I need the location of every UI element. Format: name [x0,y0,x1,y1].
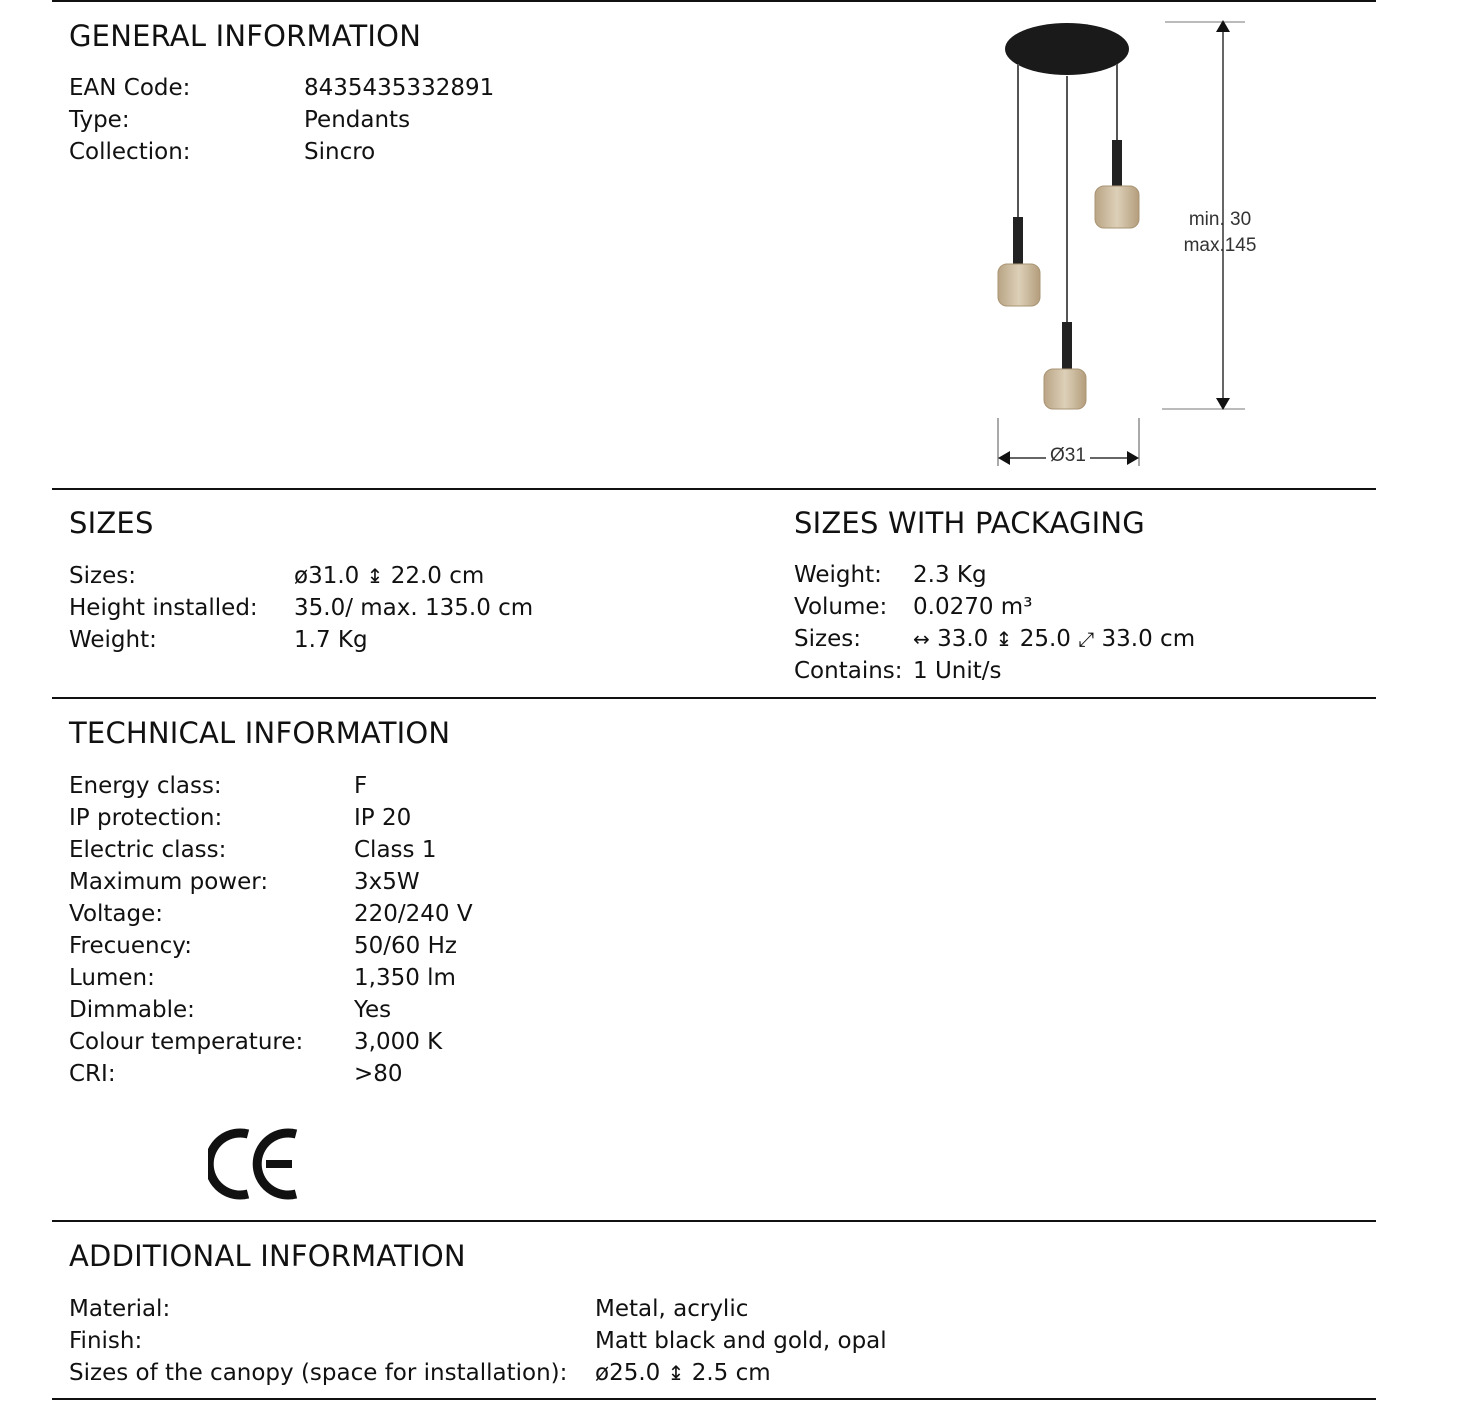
canopy-diameter: ø25.0 [595,1360,661,1386]
packaging-row-volume [794,591,1354,623]
technical-row [69,834,719,866]
packaging-row-weight [794,559,1354,591]
additional-row-canopy [69,1357,969,1389]
packaging-value [913,623,1195,655]
pendant-middle-holder [1062,322,1072,370]
sizes-value: 1.7 Kg [294,627,368,653]
packaging-value: 1 Unit/s [913,658,1002,684]
technical-label: Energy class: [69,773,222,799]
technical-label: Frecuency: [69,933,192,959]
technical-value: Class 1 [354,837,437,863]
sizes-heading: SIZES [69,506,154,540]
sizes-label: Weight: [69,627,157,653]
technical-row [69,994,719,1026]
sizes-row-height-installed [69,592,719,624]
additional-label: Finish: [69,1328,143,1354]
sizes-diameter: ø31.0 [294,563,360,589]
diameter-arrow-left [998,451,1010,465]
technical-row [69,962,719,994]
technical-label: IP protection: [69,805,223,831]
technical-label: Lumen: [69,965,155,991]
technical-value: 1,350 lm [354,965,456,991]
technical-value: F [354,773,368,799]
sizes-label: Sizes: [69,563,136,589]
general-label: Collection: [69,139,191,165]
height-arrow-down [1216,398,1230,410]
section-rule [52,488,1376,490]
height-arrow-icon: ↨ [667,1361,685,1385]
sizes-label: Height installed: [69,595,258,621]
technical-label: Colour temperature: [69,1029,304,1055]
height-arrow-icon: ↨ [366,564,384,588]
technical-row [69,930,719,962]
general-value: Sincro [304,139,376,165]
technical-row [69,1026,719,1058]
packaging-height: 25.0 [1019,626,1071,652]
height-min-label: min. 30 [1188,209,1252,230]
sizes-row-weight [69,624,719,656]
pendant-right-shade [1095,186,1139,228]
general-label: EAN Code: [69,75,191,101]
technical-row [69,1058,719,1090]
additional-label: Sizes of the canopy (space for installation): [69,1360,568,1386]
technical-label: Dimmable: [69,997,195,1023]
technical-label: Voltage: [69,901,164,927]
top-rule [52,0,1376,2]
technical-row [69,770,719,802]
technical-value: 3x5W [354,869,420,895]
technical-value: 220/240 V [354,901,473,927]
packaging-label: Weight: [794,562,882,588]
pendant-left-holder [1013,217,1023,267]
technical-label: Electric class: [69,837,227,863]
packaging-width: 33.0 [937,626,989,652]
height-max-label: max.145 [1183,235,1257,256]
ce-mark-icon [208,1128,300,1200]
packaging-label: Sizes: [794,626,861,652]
technical-label: CRI: [69,1061,116,1087]
packaging-label: Contains: [794,658,903,684]
additional-value [595,1357,771,1389]
packaging-row-sizes [794,623,1354,655]
technical-information-heading: TECHNICAL INFORMATION [69,716,451,750]
packaging-heading: SIZES WITH PACKAGING [794,506,1145,540]
technical-row [69,802,719,834]
section-rule [52,1220,1376,1222]
sizes-value: 35.0/ max. 135.0 cm [294,595,534,621]
section-rule [52,697,1376,699]
pendant-left-shade [998,264,1040,306]
sizes-row-sizes [69,560,719,592]
packaging-row-contains [794,655,1354,687]
additional-value: Matt black and gold, opal [595,1328,887,1354]
diameter-arrow-right [1127,451,1139,465]
additional-label: Material: [69,1296,171,1322]
bottom-rule [52,1398,1376,1400]
sizes-height: 22.0 cm [390,563,485,589]
general-row-ean [69,72,669,104]
general-row-type [69,104,669,136]
additional-row-finish [69,1325,969,1357]
canopy-shape [1005,23,1129,75]
general-value: 8435435332891 [304,75,495,101]
additional-row-material [69,1293,969,1325]
technical-label: Maximum power: [69,869,269,895]
general-row-collection [69,136,669,168]
general-label: Type: [69,107,130,133]
technical-value: 50/60 Hz [354,933,457,959]
height-arrow-icon: ↨ [995,627,1013,651]
packaging-label: Volume: [794,594,888,620]
technical-value: IP 20 [354,805,412,831]
canopy-height: 2.5 cm [691,1360,771,1386]
technical-row [69,898,719,930]
packaging-depth: 33.0 cm [1101,626,1196,652]
product-dimension-drawing [990,14,1270,474]
diameter-label: Ø31 [1050,445,1086,466]
width-arrow-icon: ↔ [913,627,930,651]
technical-row [69,866,719,898]
sizes-value [294,560,484,592]
technical-value: Yes [354,997,392,1023]
pendant-middle-shade [1044,369,1086,409]
packaging-value: 2.3 Kg [913,562,987,588]
technical-value: >80 [354,1061,403,1087]
technical-value: 3,000 K [354,1029,443,1055]
additional-information-heading: ADDITIONAL INFORMATION [69,1239,466,1273]
additional-value: Metal, acrylic [595,1296,749,1322]
general-value: Pendants [304,107,411,133]
general-information-heading: GENERAL INFORMATION [69,19,422,53]
depth-arrow-icon: ⤢ [1078,627,1095,651]
packaging-value: 0.0270 m³ [913,594,1033,620]
pendant-right-holder [1112,140,1122,188]
